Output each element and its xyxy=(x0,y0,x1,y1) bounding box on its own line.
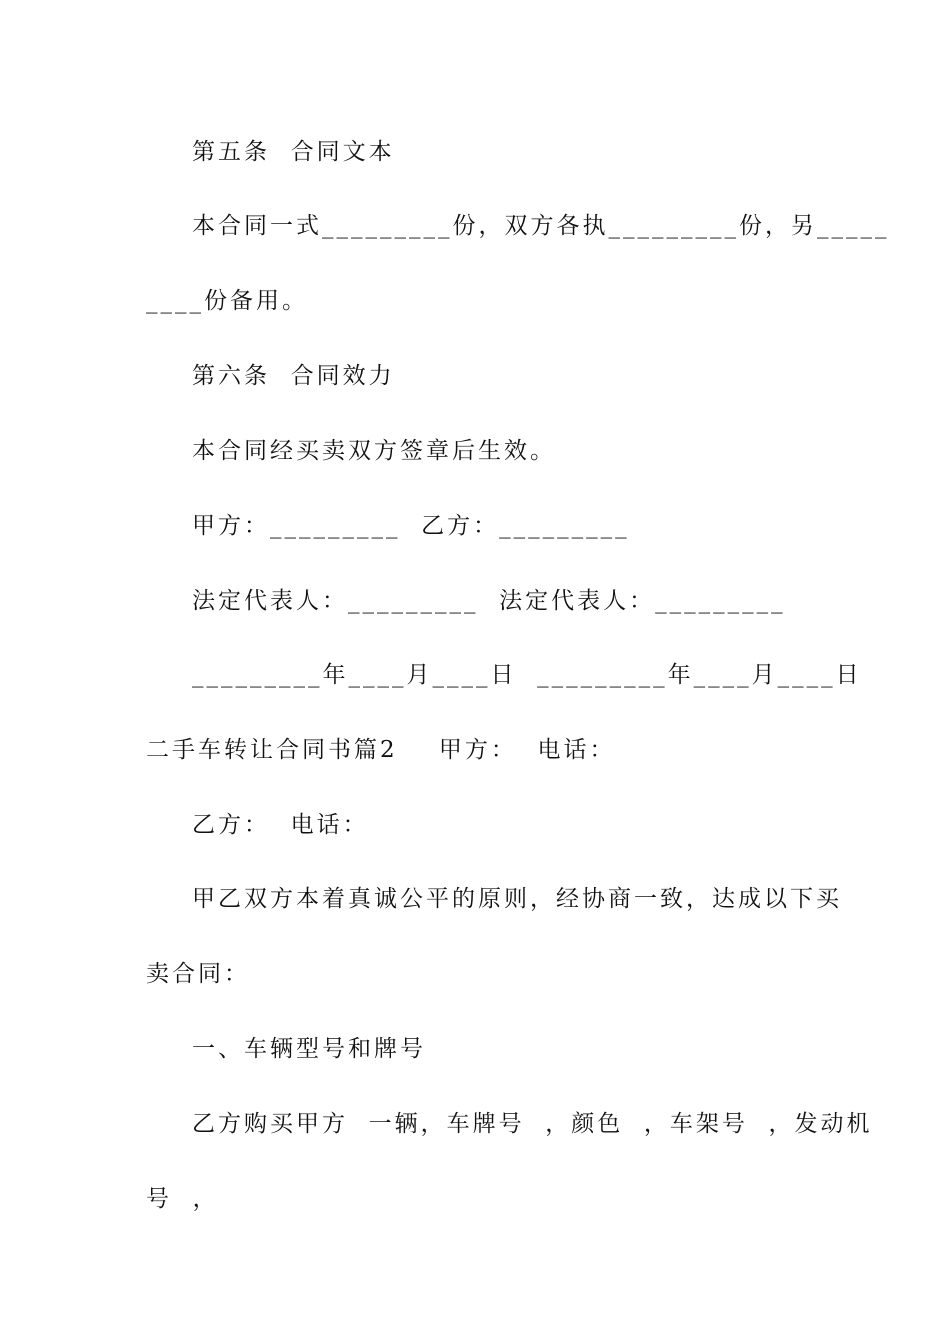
copies-clause-line-2: ____份备用。 xyxy=(146,288,308,314)
contract-2-title-line: 二手车转让合同书篇2 甲方： 电话： xyxy=(146,737,616,763)
article-6-heading: 第六条 合同效力 xyxy=(192,363,395,389)
preamble-line-1: 甲乙双方本着真诚公平的原则，经协商一致，达成以下买 xyxy=(192,886,842,912)
date-line: _________年____月____日 _________年____月____日 xyxy=(192,662,862,688)
vehicle-details-line-1: 乙方购买甲方 一辆，车牌号 ，颜色 ，车架号 ，发动机 xyxy=(192,1111,873,1137)
party-b-contact-line: 乙方： 电话： xyxy=(192,812,369,838)
vehicle-details-line-2: 号 ， xyxy=(146,1186,219,1212)
article-5-heading: 第五条 合同文本 xyxy=(192,139,395,165)
section-1-heading: 一、车辆型号和牌号 xyxy=(192,1036,426,1062)
legal-representative-line: 法定代表人：_________ 法定代表人：_________ xyxy=(192,588,786,614)
effect-clause: 本合同经买卖双方签章后生效。 xyxy=(192,438,556,464)
copies-clause-line-1: 本合同一式_________份，双方各执_________份，另_____ xyxy=(192,213,890,239)
preamble-line-2: 卖合同： xyxy=(146,961,250,987)
party-signature-line: 甲方：_________ 乙方：_________ xyxy=(192,513,630,539)
